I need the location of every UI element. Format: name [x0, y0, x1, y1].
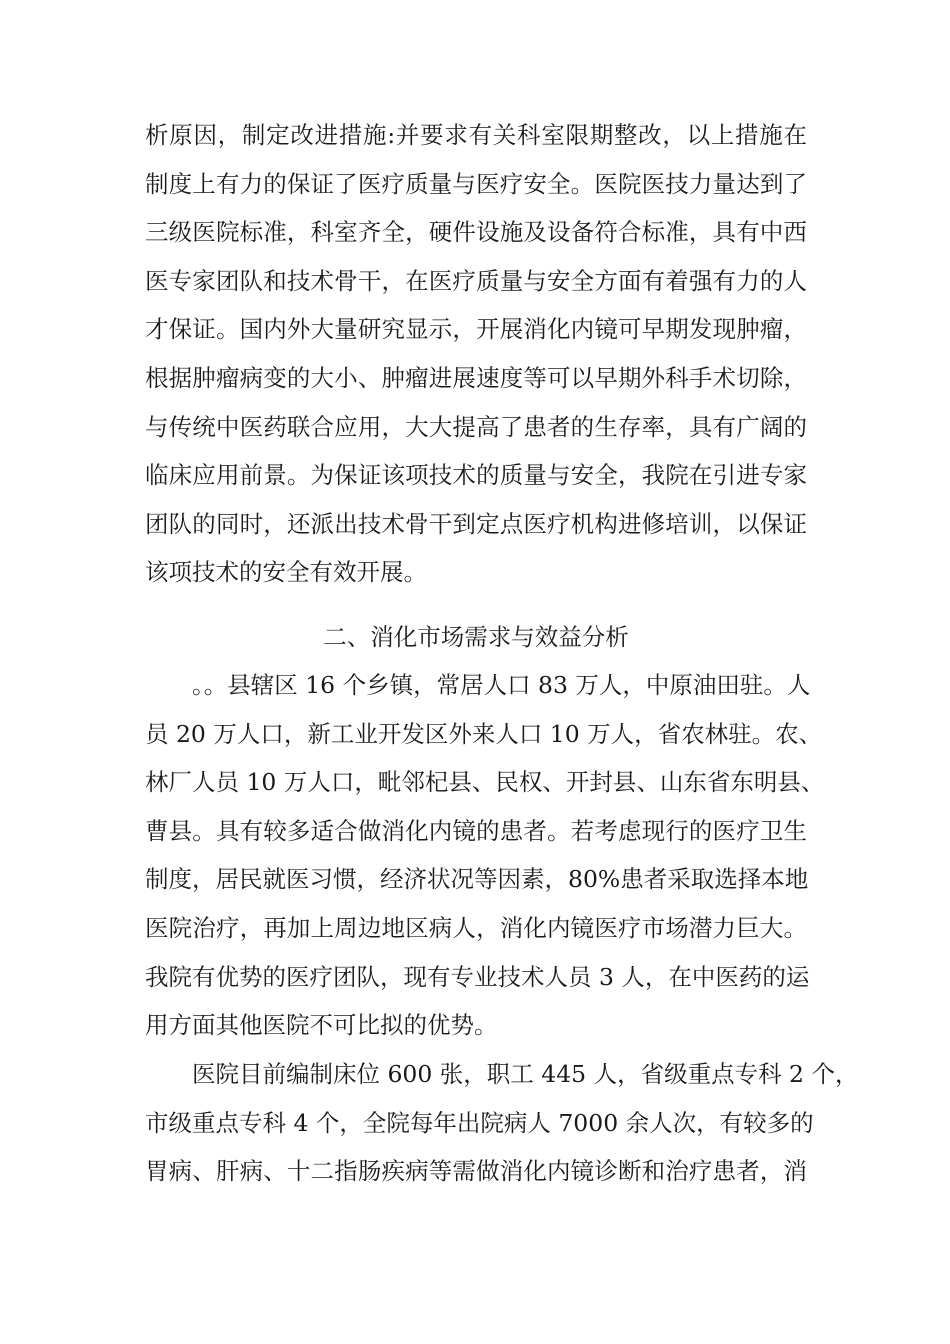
paragraph-line: 析原因，制定改进措施:并要求有关科室限期整改，以上措施在: [145, 121, 807, 149]
paragraph-line: 临床应用前景。为保证该项技术的质量与安全，我院在引进专家: [145, 461, 807, 490]
paragraph-line: 根据肿瘤病变的大小、肿瘤进展速度等可以早期外科手术切除，: [145, 363, 807, 392]
paragraph-line: 制度，居民就医习惯，经济状况等因素，80%患者采取选择本地: [145, 865, 809, 894]
paragraph-line: 该项技术的安全有效开展。: [145, 558, 427, 587]
paragraph-line: 我院有优势的医疗团队，现有专业技术人员 3 人，在中医药的运: [145, 962, 810, 991]
paragraph-line: 三级医院标准，科室齐全，硬件设施及设备符合标准，具有中西: [145, 218, 807, 247]
paragraph-line: 与传统中医药联合应用，大大提高了患者的生存率，具有广阔的: [145, 412, 807, 441]
section-heading: 二、消化市场需求与效益分析: [323, 623, 629, 651]
paragraph-1: [145, 111, 807, 597]
paragraph-line: 胃病、肝病、十二指肠疾病等需做消化内镜诊断和治疗患者，消: [145, 1157, 807, 1186]
paragraph-line: 曹县。具有较多适合做消化内镜的患者。若考虑现行的医疗卫生: [145, 816, 807, 845]
paragraph-line: 医院治疗，再加上周边地区病人，消化内镜医疗市场潜力巨大。: [145, 913, 807, 942]
paragraph-line: 才保证。国内外大量研究显示，开展消化内镜可早期发现肿瘤，: [145, 315, 807, 344]
paragraph-line: 医院目前编制床位 600 张，职工 445 人，省级重点专科 2 个，: [145, 1060, 859, 1088]
paragraph-3: [145, 1050, 859, 1196]
paragraph-line: 制度上有力的保证了医疗质量与医疗安全。医院医技力量达到了: [145, 169, 807, 198]
paragraph-line: 用方面其他医院不可比拟的优势。: [145, 1011, 498, 1040]
paragraph-line: 医专家团队和技术骨干，在医疗质量与安全方面有着强有力的人: [145, 266, 807, 295]
paragraph-line: 。。县辖区 16 个乡镇，常居人口 83 万人，中原油田驻。人: [145, 671, 811, 699]
paragraph-line: 团队的同时，还派出技术骨干到定点医疗机构进修培训，以保证: [145, 509, 807, 538]
paragraph-line: 林厂人员 10 万人口，毗邻杞县、民权、开封县、山东省东明县、: [145, 768, 825, 797]
paragraph-line: 市级重点专科 4 个，全院每年出院病人 7000 余人次，有较多的: [145, 1108, 814, 1137]
paragraph-2: [145, 661, 825, 1050]
paragraph-line: 员 20 万人口，新工业开发区外来人口 10 万人，省农林驻。农、: [145, 719, 823, 748]
